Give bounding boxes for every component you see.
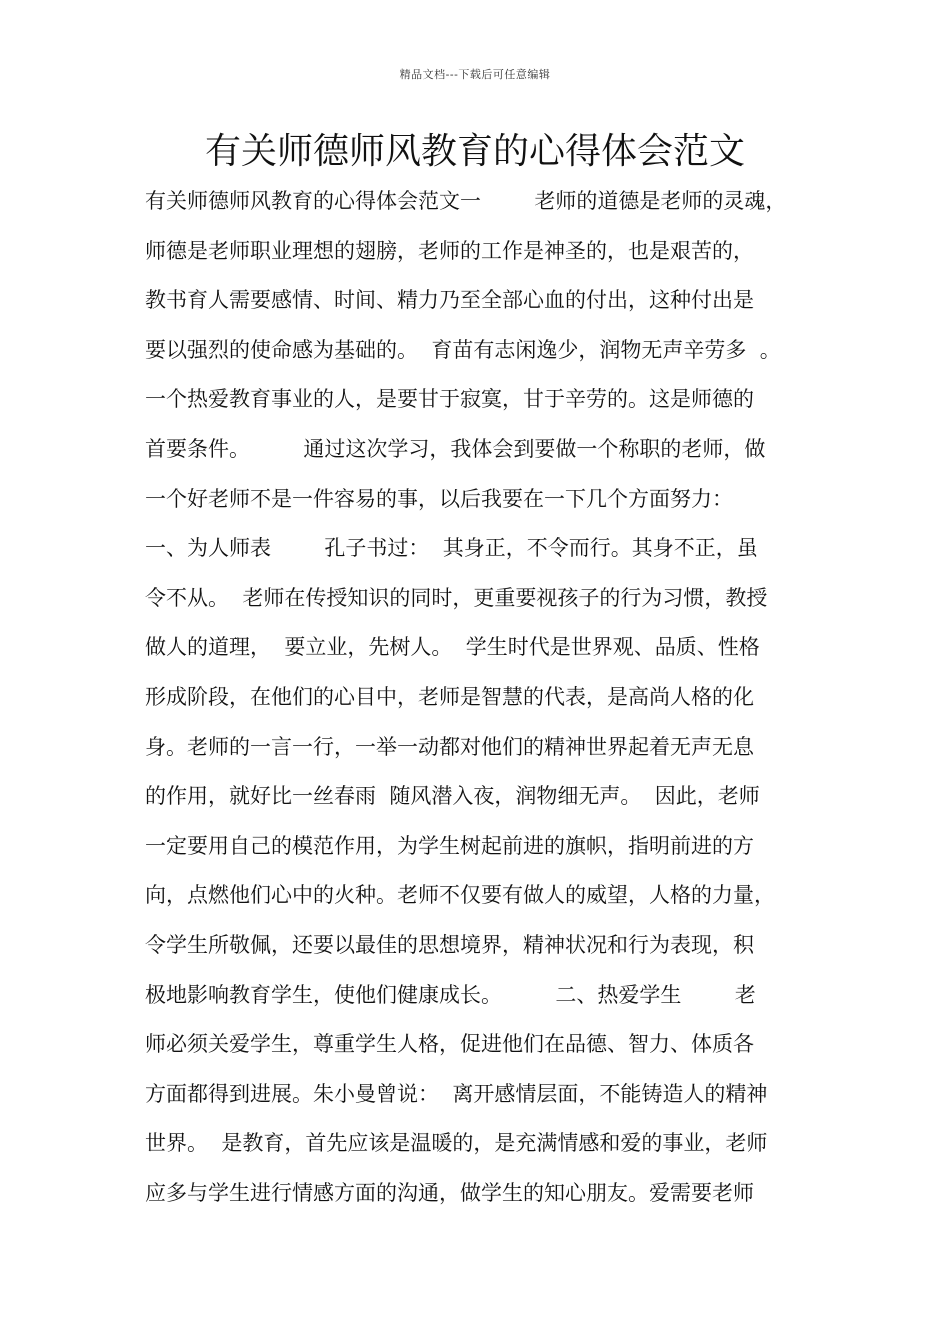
body-line: 要以强烈的使命感为基础的。 育苗有志闲逸少，润物无声辛劳多 。 <box>145 337 781 362</box>
body-line: 首要条件。 通过这次学习，我体会到要做一个称职的老师，做 <box>145 436 766 461</box>
body-line: 有关师德师风教育的心得体会范文一 老师的道德是老师的灵魂， <box>145 189 787 213</box>
body-line: 极地影响教育学生，使他们健康成长。 二、热爱学生 老 <box>145 982 756 1007</box>
body-line: 令不从。 老师在传授知识的同时，更重要视孩子的行为习惯，教授 <box>145 585 768 610</box>
header-note: 精品文档---下载后可任意编辑 <box>399 68 551 81</box>
document-title: 有关师德师风教育的心得体会范文 <box>204 131 745 172</box>
body-line: 的作用，就好比一丝春雨 随风潜入夜，润物细无声。 因此，老师 <box>145 784 760 809</box>
body-line: 教书育人需要感情、时间、精力乃至全部心血的付出，这种付出是 <box>145 288 754 313</box>
body-line: 世界。 是教育，首先应该是温暖的，是充满情感和爱的事业，老师 <box>145 1131 768 1156</box>
document-body <box>145 177 835 1218</box>
body-line: 师德是老师职业理想的翅膀，老师的工作是神圣的，也是艰苦的， <box>145 238 754 263</box>
body-line: 应多与学生进行情感方面的沟通，做学生的知心朋友。爱需要老师 <box>145 1180 754 1205</box>
body-line: 一个热爱教育事业的人，是要甘于寂寞，甘于辛劳的。这是师德的 <box>145 387 754 412</box>
body-line: 向，点燃他们心中的火种。老师不仅要有做人的威望，人格的力量， <box>145 883 775 908</box>
body-line: 师必须关爱学生，尊重学生人格，促进他们在品德、智力、体质各 <box>145 1032 754 1057</box>
body-line: 一、为人师表 孔子书过： 其身正，不令而行。其身不正，虽 <box>145 536 758 561</box>
body-line: 身。老师的一言一行，一举一动都对他们的精神世界起着无声无息 <box>145 734 754 759</box>
body-line: 令学生所敬佩，还要以最佳的思想境界，精神状况和行为表现，积 <box>145 932 754 957</box>
body-line: 一定要用自己的模范作用，为学生树起前进的旗帜，指明前进的方 <box>145 833 754 858</box>
body-line: 形成阶段，在他们的心目中，老师是智慧的代表，是高尚人格的化 <box>145 684 754 709</box>
body-line: 方面都得到进展。朱小曼曾说： 离开感情层面，不能铸造人的精神 <box>145 1081 768 1106</box>
body-line: 做人的道理， 要立业，先树人。 学生时代是世界观、品质、性格 <box>145 635 760 660</box>
body-line: 一个好老师不是一件容易的事，以后我要在一下几个方面努力： <box>145 486 733 511</box>
